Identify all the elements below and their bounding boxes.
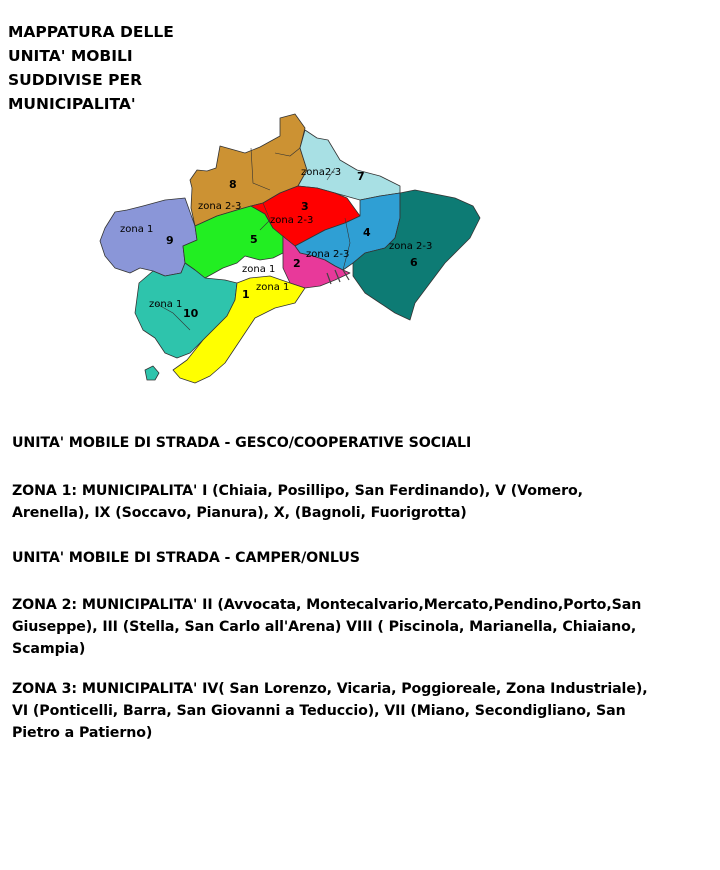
text-line: ZONA 2: MUNICIPALITA' II (Avvocata, Montecalvario,Mercato,Pendino,Porto,San (12, 597, 642, 613)
text-line: UNITA' MOBILE DI STRADA - GESCO/COOPERATIVE SOCIALI (12, 435, 472, 451)
text-line: ZONA 1: MUNICIPALITA' I (Chiaia, Posillipo, San Ferdinando), V (Vomero, (12, 483, 583, 499)
title-line: SUDDIVISE PER (8, 71, 143, 89)
text-line: Scampia) (12, 641, 86, 657)
district-label: 6 (410, 256, 418, 269)
zone-label: zona 1 (120, 224, 154, 235)
district-label: 5 (250, 233, 258, 246)
zone-label: zona 1 (149, 299, 183, 310)
zone-label: zona 2-3 (270, 215, 314, 226)
district-9 (100, 198, 197, 276)
naples-municipalities-map (95, 108, 485, 393)
zone-3-description (12, 678, 712, 744)
district-label: 8 (229, 178, 237, 191)
zone-label: zona 2-3 (198, 201, 242, 212)
text-line: VI (Ponticelli, Barra, San Giovanni a Teduccio), VII (Miano, Secondigliano, San (12, 703, 626, 719)
district-label: 2 (293, 257, 301, 270)
district-label: 9 (166, 234, 174, 247)
text-line: UNITA' MOBILE DI STRADA - CAMPER/ONLUS (12, 550, 360, 566)
zone-label: zona2-3 (301, 167, 342, 178)
district-label: 4 (363, 226, 371, 239)
district-label: 7 (357, 170, 365, 183)
zone-label: zona 1 (256, 282, 290, 293)
heading-gesco (12, 432, 712, 454)
district-label: 10 (183, 307, 199, 320)
title-line: MUNICIPALITA' (8, 95, 136, 113)
text-line: Pietro a Patierno) (12, 725, 153, 741)
text-line: Arenella), IX (Soccavo, Pianura), X, (Bagnoli, Fuorigrotta) (12, 505, 467, 521)
title-line: MAPPATURA DELLE (8, 23, 174, 41)
title-line: UNITA' MOBILI (8, 47, 133, 65)
map-title (8, 20, 238, 116)
text-line: ZONA 3: MUNICIPALITA' IV( San Lorenzo, Vicaria, Poggioreale, Zona Industriale), (12, 681, 648, 697)
zone-label: zona 1 (242, 264, 276, 275)
zone-label: zona 2-3 (389, 241, 433, 252)
zone-label: zona 2-3 (306, 249, 350, 260)
district-label: 3 (301, 200, 309, 213)
text-line: Giuseppe), III (Stella, San Carlo all'Arena) VIII ( Piscinola, Marianella, Chiaiano, (12, 619, 637, 635)
district-label: 1 (242, 288, 250, 301)
zone-1-description (12, 480, 712, 524)
zone-2-description (12, 594, 712, 660)
island (145, 366, 159, 380)
heading-camper (12, 547, 712, 569)
